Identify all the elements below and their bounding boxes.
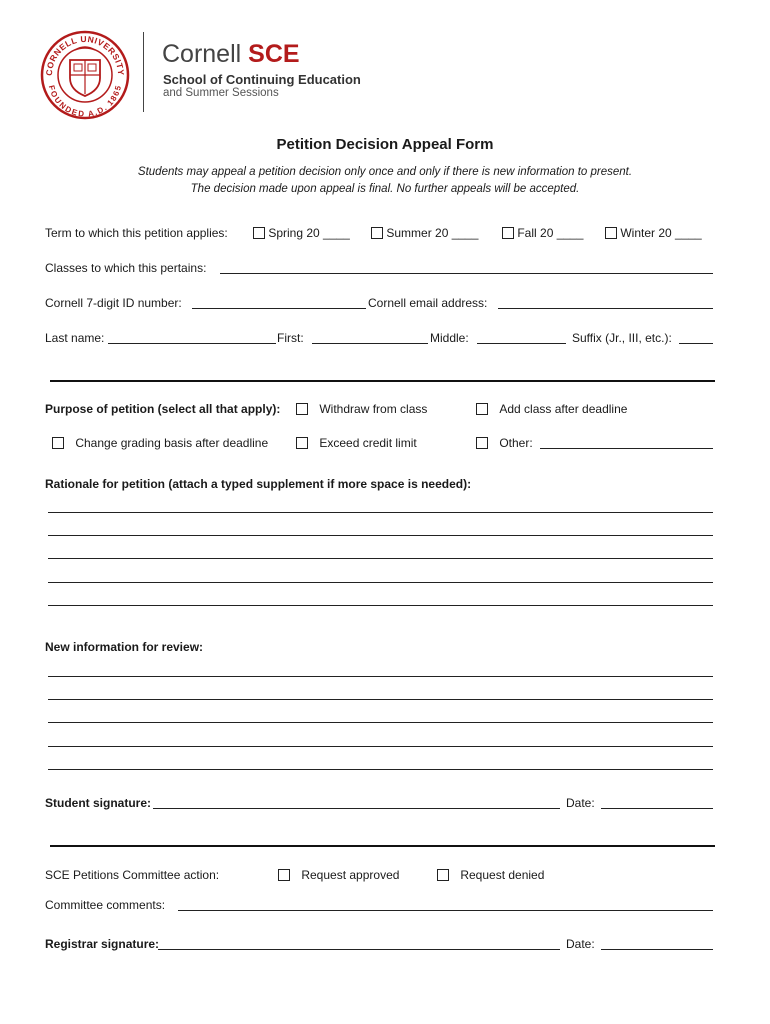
student-date-input[interactable] (601, 808, 713, 809)
approved-checkbox[interactable] (278, 869, 290, 881)
first-name-input[interactable] (312, 343, 428, 344)
purpose-other (476, 436, 533, 450)
purpose-credit (296, 436, 417, 450)
last-name-label: Last name: (45, 331, 105, 345)
term-option-spring (253, 226, 350, 240)
spring-checkbox[interactable] (253, 227, 265, 239)
denied-checkbox[interactable] (437, 869, 449, 881)
purpose-add-class (476, 402, 627, 416)
term-spring-label: Spring 20 ____ (268, 226, 350, 240)
seal-text-bottom: FOUNDED A.D. 1865 (46, 84, 124, 119)
seal-icon (40, 30, 130, 120)
school-name: School of Continuing Education (163, 72, 361, 87)
term-option-winter (605, 226, 702, 240)
first-name-label: First: (277, 331, 304, 345)
new-info-line-5[interactable] (48, 769, 713, 770)
registrar-signature-label: Registrar signature: (45, 937, 160, 951)
purpose-withdraw (296, 402, 427, 416)
suffix-label: Suffix (Jr., III, etc.): (572, 331, 672, 345)
term-label: Term to which this petition applies: (45, 226, 228, 240)
rationale-line-1[interactable] (48, 512, 713, 513)
new-info-label: New information for review: (45, 640, 204, 654)
grading-checkbox[interactable] (52, 437, 64, 449)
credit-checkbox[interactable] (296, 437, 308, 449)
brand-name: Cornell (162, 40, 242, 68)
seal-text-top: CORNELL UNIVERSITY (43, 33, 127, 77)
student-signature-input[interactable] (153, 808, 560, 809)
other-label: Other: (499, 436, 533, 450)
grading-label: Change grading basis after deadline (75, 436, 269, 450)
summer-checkbox[interactable] (371, 227, 383, 239)
denied-label: Request denied (460, 868, 545, 882)
rationale-line-4[interactable] (48, 582, 713, 583)
committee-denied (437, 868, 544, 882)
suffix-input[interactable] (679, 343, 713, 344)
brand-wordmark (162, 40, 300, 68)
rationale-line-3[interactable] (48, 558, 713, 559)
middle-name-input[interactable] (477, 343, 566, 344)
winter-checkbox[interactable] (605, 227, 617, 239)
term-option-summer (371, 226, 478, 240)
withdraw-checkbox[interactable] (296, 403, 308, 415)
registrar-date-label: Date: (566, 937, 595, 951)
credit-label: Exceed credit limit (319, 436, 417, 450)
intro-line-2: The decision made upon appeal is final. No further appeals will be accepted. (190, 183, 580, 195)
fall-checkbox[interactable] (502, 227, 514, 239)
rationale-line-5[interactable] (48, 605, 713, 606)
school-subtitle: and Summer Sessions (163, 87, 279, 99)
email-label: Cornell email address: (368, 296, 488, 310)
purpose-label: Purpose of petition (select all that apply): (45, 402, 281, 416)
classes-input[interactable] (220, 273, 713, 274)
term-option-fall (502, 226, 583, 240)
intro-line-1: Students may appeal a petition decision only once and only if there is new information to present. (137, 166, 633, 178)
rationale-label: Rationale for petition (attach a typed supplement if more space is needed): (45, 477, 472, 491)
withdraw-label: Withdraw from class (319, 402, 428, 416)
registrar-date-input[interactable] (601, 949, 713, 950)
section-divider-1 (50, 380, 715, 382)
id-input[interactable] (192, 308, 366, 309)
term-winter-label: Winter 20 ____ (620, 226, 702, 240)
committee-comments-label: Committee comments: (45, 898, 166, 912)
term-summer-label: Summer 20 ____ (386, 226, 479, 240)
section-divider-2 (50, 845, 715, 847)
classes-label: Classes to which this pertains: (45, 261, 207, 275)
student-date-label: Date: (566, 796, 595, 810)
term-fall-label: Fall 20 ____ (517, 226, 584, 240)
add-class-label: Add class after deadline (499, 402, 628, 416)
email-input[interactable] (498, 308, 713, 309)
committee-comments-input[interactable] (178, 910, 713, 911)
new-info-line-4[interactable] (48, 746, 713, 747)
other-input[interactable] (540, 448, 713, 449)
id-label: Cornell 7-digit ID number: (45, 296, 182, 310)
cornell-seal (40, 30, 130, 120)
student-signature-label: Student signature: (45, 796, 152, 810)
other-checkbox[interactable] (476, 437, 488, 449)
add-class-checkbox[interactable] (476, 403, 488, 415)
rationale-line-2[interactable] (48, 535, 713, 536)
registrar-signature-input[interactable] (158, 949, 560, 950)
middle-name-label: Middle: (430, 331, 469, 345)
new-info-line-2[interactable] (48, 699, 713, 700)
form-title: Petition Decision Appeal Form (276, 136, 494, 153)
committee-approved (278, 868, 399, 882)
logo-divider (143, 32, 144, 112)
approved-label: Request approved (301, 868, 400, 882)
committee-action-label: SCE Petitions Committee action: (45, 868, 220, 882)
purpose-grading (52, 436, 268, 450)
new-info-line-3[interactable] (48, 722, 713, 723)
brand-suffix: SCE (248, 40, 300, 68)
new-info-line-1[interactable] (48, 676, 713, 677)
last-name-input[interactable] (108, 343, 276, 344)
